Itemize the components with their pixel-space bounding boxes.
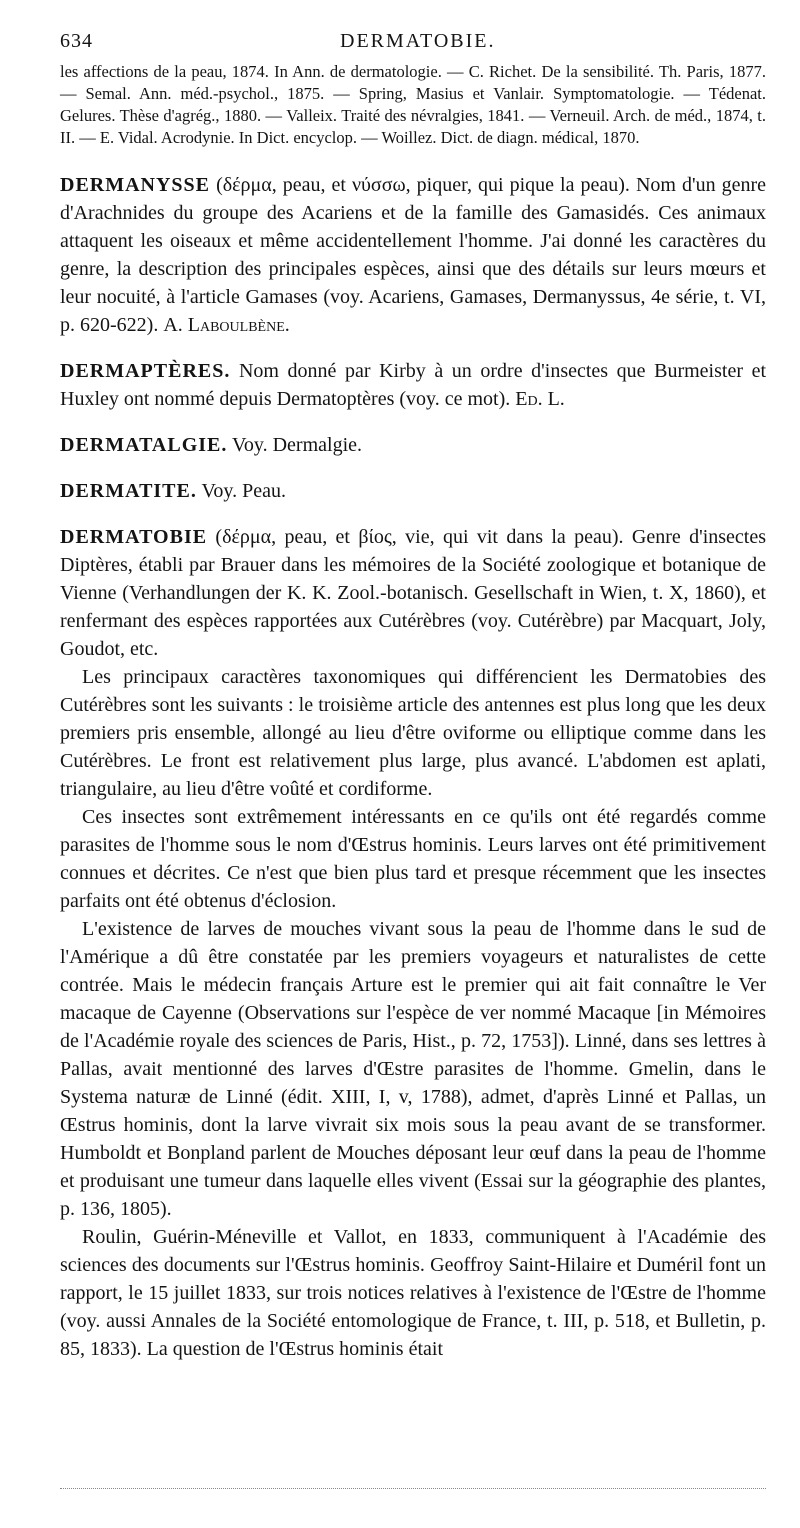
entry-dermatalgie bbox=[60, 431, 766, 459]
entry-author: A. Laboulbène. bbox=[163, 314, 290, 336]
headword: DERMATOBIE bbox=[60, 526, 208, 548]
entry-paragraph bbox=[60, 523, 766, 663]
headword: DERMANYSSE bbox=[60, 174, 211, 196]
entry-paragraph: L'existence de larves de mouches vivant sous la peau de l'homme dans le sud de l'Amérique a dû être constatée par les premiers voyageurs et naturalistes de cette contrée. Mais le médecin français Arture est le premier qui ait fait connaître le Ver macaque de Cayenne (Observations sur l'espèce de ver nommé Macaque [in Mémoires de l'Académie royale des sciences de Paris, Hist., p. 72, 1753]). Linné, dans ses lettres à Pallas, avait mentionné des larves d'Œstre parasites de l'homme. Gmelin, dans le Systema naturæ de Linné (édit. XIII, I, v, 1788), admet, d'après Linné et Pallas, un Œstrus hominis, dont la larve vivrait six mois sous la peau avant de se transformer. Humboldt et Bonpland parlent de Mouches déposant leur œuf dans la peau de l'homme et produisant une tumeur dans laquelle elles vivent (Essai sur la géographie des plantes, p. 136, 1805). bbox=[60, 918, 766, 1220]
entry-author: Ed. L. bbox=[515, 388, 565, 410]
entry-dermanysse bbox=[60, 171, 766, 339]
entry-dermatite bbox=[60, 477, 766, 505]
entry-paragraph: Roulin, Guérin-Méneville et Vallot, en 1833, communiquent à l'Académie des sciences des documents sur l'Œstrus hominis. Geoffroy Saint-Hilaire et Duméril font un rapport, le 15 juillet 1833, sur trois notices relatives à l'existence de l'Œstre de l'homme (voy. aussi Annales de la Société entomologique de France, t. III, p. 518, et Bulletin, p. 85, 1833). La question de l'Œstrus hominis était bbox=[60, 1226, 766, 1360]
entry-dermatobie bbox=[60, 523, 766, 1363]
headword: DERMATITE. bbox=[60, 480, 197, 502]
entry-text: Voy. Dermalgie. bbox=[232, 434, 363, 456]
headword: DERMATALGIE. bbox=[60, 434, 228, 456]
entry-paragraph bbox=[60, 477, 766, 505]
footer-rule bbox=[60, 1488, 766, 1489]
entry-paragraph bbox=[60, 171, 766, 339]
page-number: 634 bbox=[60, 30, 93, 52]
bibliography-text: les affections de la peau, 1874. In Ann. de dermatologie. — C. Richet. De la sensibilité. Th. Paris, 1877. — Semal. Ann. méd.-psychol., 1875. — Spring, Masius et Vanlair. Symptomatologie. — Tédenat. Gelures. Thèse d'agrég., 1880. — Valleix. Traité des névralgies, 1841. — Verneuil. Arch. de méd., 1874, t. II. — E. Vidal. Acrodynie. In Dict. encyclop. — Woillez. Dict. de diagn. médical, 1870. bbox=[60, 62, 766, 147]
running-title: DERMATOBIE. bbox=[340, 30, 496, 52]
bibliography-continuation bbox=[60, 61, 766, 149]
page-header bbox=[60, 30, 766, 53]
entry-dermapteres bbox=[60, 357, 766, 413]
entry-text: Voy. Peau. bbox=[201, 480, 286, 502]
entry-text: (δέρμα, peau, et βίος, vie, qui vit dans la peau). Genre d'insectes Diptères, établi par Brauer dans les mémoires de la Société zoologique et botanique de Vienne (Verhandlungen der K. K. Zool.-botanisch. Gesellschaft in Wien, t. X, 1860), et renfermant des espèces rapportées aux Cutérèbres (voy. Cutérèbre) par Macquart, Joly, Goudot, etc. bbox=[60, 526, 766, 660]
entry-text: (δέρμα, peau, et νύσσω, piquer, qui pique la peau). Nom d'un genre d'Arachnides du groupe des Acariens et de la famille des Gamasidés. Ces animaux attaquent les oiseaux et même accidentellement l'homme. J'ai donné les caractères du genre, la description des principales espèces, ainsi que des détails sur leurs mœurs et leur nocuité, à l'article Gamases (voy. Acariens, Gamases, Dermanyssus, 4e série, t. VI, p. 620-622). bbox=[60, 174, 767, 336]
entry-paragraph bbox=[60, 357, 766, 413]
entry-text: Nom donné par Kirby à un ordre d'insectes que Burmeister et Huxley ont nommé depuis Dermatoptères (voy. ce mot). bbox=[60, 360, 767, 410]
entry-paragraph bbox=[60, 431, 766, 459]
entry-paragraph: Les principaux caractères taxonomiques qui différencient les Dermatobies des Cutérèbres sont les suivants : le troisième article des antennes est plus long que les deux premiers pris ensemble, allongé au lieu d'être oviforme ou elliptique comme dans les Cutérèbres. Le front est relativement plus large, plus avancé. L'abdomen est aplati, triangulaire, au lieu d'être voûté et cordiforme. bbox=[60, 666, 766, 800]
headword: DERMAPTÈRES. bbox=[60, 360, 231, 382]
entry-paragraph: Ces insectes sont extrêmement intéressants en ce qu'ils ont été regardés comme parasites de l'homme sous le nom d'Œstrus hominis. Leurs larves ont été primitivement connues et décrites. Ce n'est que bien plus tard et presque récemment que les insectes parfaits ont été obtenus d'éclosion. bbox=[60, 806, 766, 912]
